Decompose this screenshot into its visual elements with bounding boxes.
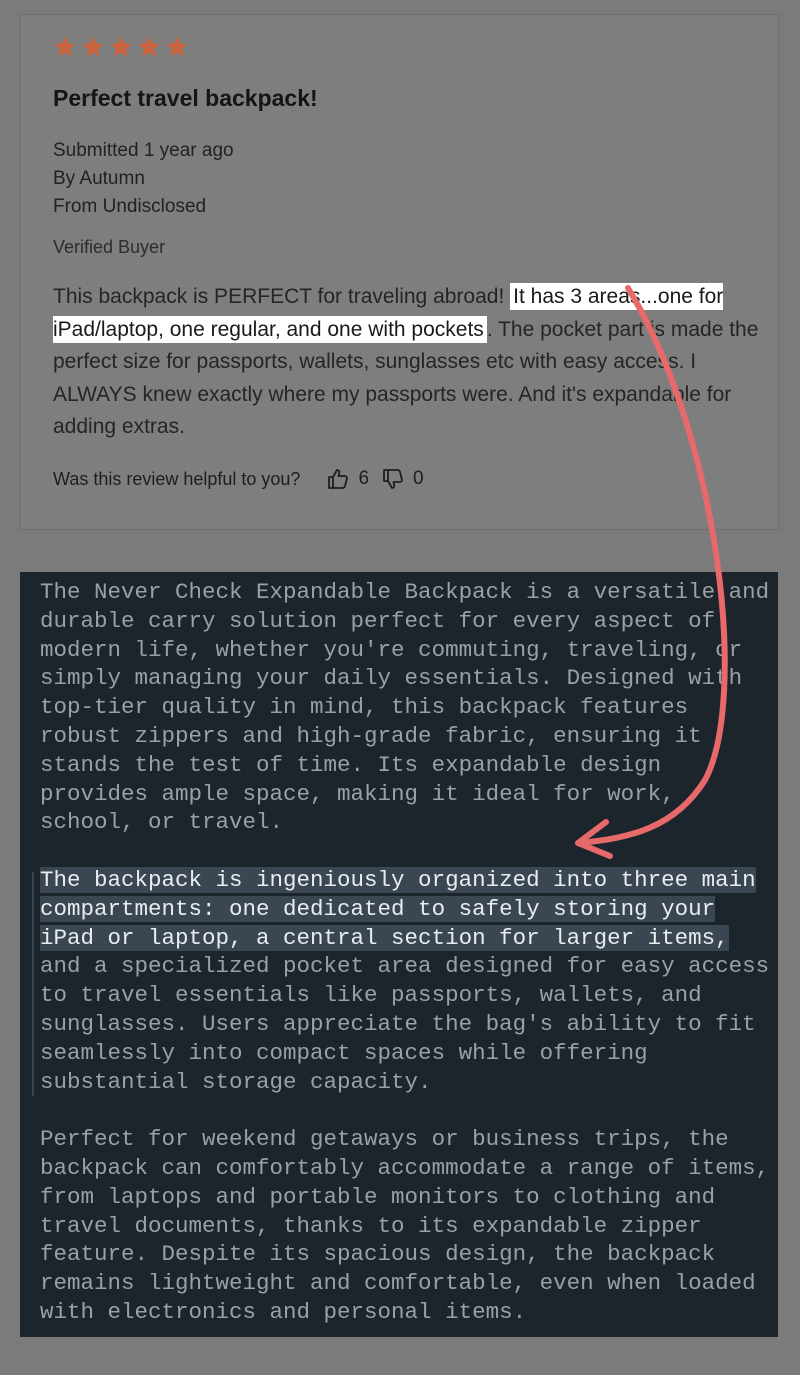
code-line: remains lightweight and comfortable, even when loaded	[40, 1270, 756, 1297]
code-line: robust zippers and high-grade fabric, ensuring it	[40, 723, 702, 749]
code-line: top-tier quality in mind, this backpack features	[40, 694, 689, 721]
code-line: compartments: one dedicated to safely storing your	[40, 895, 716, 922]
code-line: substantial storage capacity.	[40, 1068, 432, 1095]
review-card	[20, 14, 779, 530]
upvote-count: 6	[358, 468, 370, 489]
code-line: and a specialized pocket area designed for easy access	[40, 953, 770, 980]
submitted-date: Submitted 1 year ago	[53, 140, 234, 161]
review-meta	[53, 137, 234, 221]
code-line: school, or travel.	[40, 809, 284, 836]
review-location: From Undisclosed	[53, 196, 207, 217]
code-line: feature. Despite its spacious design, the backpack	[40, 1241, 716, 1268]
verified-buyer-badge: Verified Buyer	[53, 237, 166, 257]
code-line: with electronics and personal items.	[40, 1299, 527, 1325]
helpful-question: Was this review helpful to you?	[53, 468, 301, 489]
code-line: The backpack is ingeniously organized into three main	[40, 867, 756, 893]
code-line: iPad or laptop, a central section for larger items,	[40, 924, 729, 951]
review-text-start: This backpack is PERFECT for traveling abroad!	[53, 285, 511, 308]
downvote-count: 0	[413, 468, 424, 489]
star-rating	[53, 35, 189, 59]
star-icon	[137, 35, 161, 59]
code-line: The Never Check Expandable Backpack is a versatile and	[40, 579, 770, 605]
code-line: provides ample space, making it ideal for work,	[40, 780, 675, 807]
star-icon	[53, 35, 77, 59]
star-icon	[165, 35, 189, 59]
review-title: Perfect travel backpack!	[53, 85, 318, 111]
code-line: to travel essentials like passports, wallets, and	[40, 982, 702, 1009]
thumbs-up-icon[interactable]	[326, 467, 350, 491]
code-line: travel documents, thanks to its expandable zipper	[40, 1212, 702, 1239]
review-highlight: It has 3 areas...one for iPad/laptop, one regular, and one with pockets	[53, 285, 724, 341]
code-line: from laptops and portable monitors to clothing and	[40, 1183, 716, 1210]
code-line: Perfect for weekend getaways or business trips, the	[40, 1126, 729, 1153]
code-line: backpack can comfortably accommodate a range of items,	[40, 1155, 770, 1181]
review-body	[53, 281, 763, 444]
thumbs-down-icon[interactable]	[381, 467, 405, 491]
code-line: sunglasses. Users appreciate the bag's ability to fit	[40, 1011, 756, 1037]
code-line: seamlessly into compact spaces while offering	[40, 1039, 648, 1066]
code-line: stands the test of time. Its expandable design	[40, 751, 662, 778]
helpful-row	[53, 467, 436, 491]
code-line: durable carry solution perfect for every aspect of	[40, 607, 716, 634]
star-icon	[109, 35, 133, 59]
review-text-end: . The pocket part is made the perfect size for passports, wallets, sunglasses etc with easy access. I ALWAYS knew exactly where my passports were. And it's expandable for adding extras.	[53, 317, 759, 438]
star-icon	[81, 35, 105, 59]
generated-description-panel	[20, 572, 778, 1337]
highlight-gutter	[32, 872, 34, 1096]
review-author: By Autumn	[53, 168, 145, 189]
code-line: modern life, whether you're commuting, traveling, or	[40, 636, 743, 663]
code-line: simply managing your daily essentials. Designed with	[40, 665, 743, 692]
